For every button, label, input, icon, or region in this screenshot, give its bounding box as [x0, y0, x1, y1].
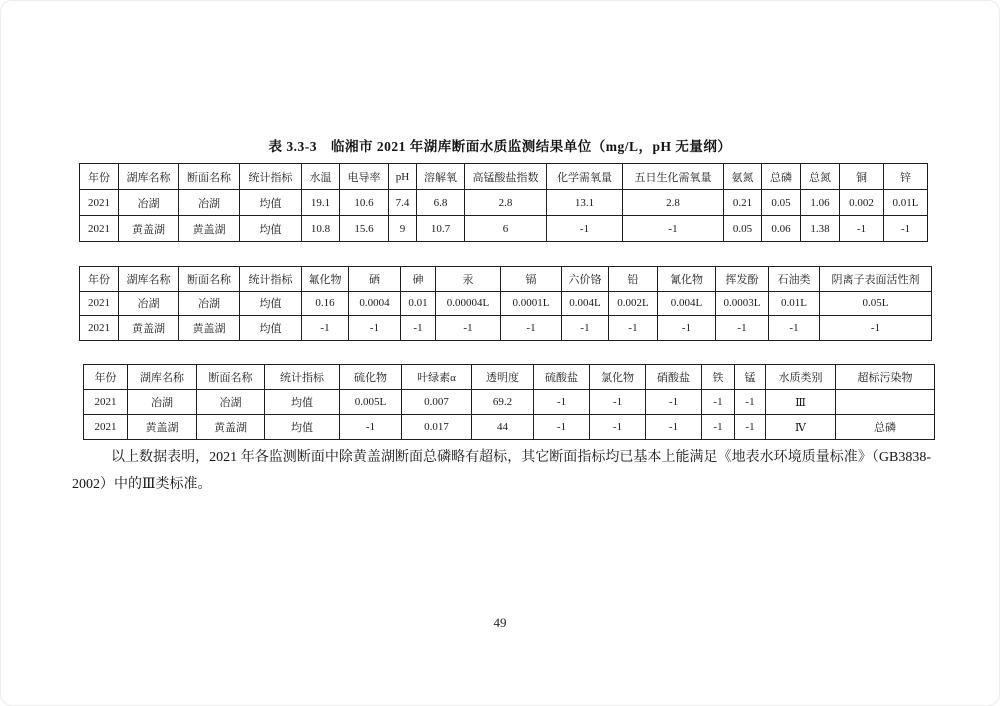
table-cell: -1: [590, 415, 646, 440]
table-cell: Ⅳ: [766, 415, 836, 440]
header-row: [84, 365, 935, 390]
table-cell: 2.8: [465, 190, 547, 216]
header-row: [80, 164, 928, 190]
table-cell: 2021: [84, 415, 128, 440]
table-row: [80, 216, 928, 242]
table-cell: -1: [401, 316, 436, 341]
table-cell: -1: [840, 216, 884, 242]
table-cell: 均值: [265, 415, 340, 440]
table-cell: 2021: [84, 390, 128, 415]
table-cell: 2.8: [623, 190, 724, 216]
column-header: 湖库名称: [119, 267, 179, 292]
table-cell: 黄盖湖: [119, 316, 179, 341]
table-caption: 表 3.3-3 临湘市 2021 年湖库断面水质监测结果单位（mg/L，pH 无量纲）: [268, 139, 732, 154]
table-cell: -1: [349, 316, 401, 341]
table-cell: 0.05: [762, 190, 801, 216]
table-cell: 0.0001L: [501, 291, 562, 316]
column-header: 铅: [609, 267, 658, 292]
table-row: [80, 190, 928, 216]
column-header: 镉: [501, 267, 562, 292]
table-cell: 0.0003L: [716, 291, 769, 316]
table-cell: -1: [646, 390, 702, 415]
table-cell: -1: [702, 415, 735, 440]
table-cell: -1: [590, 390, 646, 415]
table-cell: 6.8: [417, 190, 465, 216]
table-cell: 0.002L: [609, 291, 658, 316]
table-cell: 冶湖: [119, 291, 179, 316]
table-cell: 均值: [240, 291, 302, 316]
column-header: 氰化物: [658, 267, 716, 292]
summary-paragraph: 以上数据表明，2021 年各监测断面中除黄盖湖断面总磷略有超标，其它断面指标均已基本上能满足《地表水环境质量标准》（GB3838-2002）中的Ⅲ类标准。: [72, 450, 931, 492]
table-cell: -1: [702, 390, 735, 415]
table-cell: 10.7: [417, 216, 465, 242]
column-header: 溶解氧: [417, 164, 465, 190]
column-header: 总磷: [762, 164, 801, 190]
table-cell: 0.004L: [562, 291, 609, 316]
table-cell: [836, 390, 935, 415]
column-header: 锰: [735, 365, 766, 390]
column-header: 湖库名称: [119, 164, 179, 190]
table-cell: 0.16: [302, 291, 349, 316]
column-header: 硫化物: [340, 365, 402, 390]
table-cell: 6: [465, 216, 547, 242]
table-cell: 15.6: [340, 216, 389, 242]
table-cell: -1: [340, 415, 402, 440]
column-header: 铜: [840, 164, 884, 190]
table-cell: 0.06: [762, 216, 801, 242]
table-cell: -1: [716, 316, 769, 341]
table-cell: Ⅲ: [766, 390, 836, 415]
column-header: 汞: [436, 267, 501, 292]
table-row: [80, 291, 932, 316]
table-cell: -1: [735, 390, 766, 415]
table-row: [80, 316, 932, 341]
table-cell: 均值: [240, 190, 302, 216]
table-cell: 0.05: [724, 216, 762, 242]
column-header: 电导率: [340, 164, 389, 190]
table-cell: 0.004L: [658, 291, 716, 316]
table-cell: 0.01L: [769, 291, 820, 316]
table-cell: 冶湖: [179, 190, 240, 216]
table-cell: -1: [302, 316, 349, 341]
water-quality-table-other: [83, 364, 935, 440]
column-header: 水温: [302, 164, 340, 190]
table-cell: -1: [884, 216, 928, 242]
table-cell: -1: [534, 415, 590, 440]
table-cell: 黄盖湖: [179, 316, 240, 341]
table-cell: 1.38: [801, 216, 840, 242]
column-header: 统计指标: [240, 164, 302, 190]
table-cell: 2021: [80, 190, 119, 216]
table-cell: -1: [562, 316, 609, 341]
column-header: 六价铬: [562, 267, 609, 292]
table-row: [84, 390, 935, 415]
column-header: 挥发酚: [716, 267, 769, 292]
table-row: [84, 415, 935, 440]
table-cell: 0.00004L: [436, 291, 501, 316]
page-number: 49: [493, 615, 507, 630]
table-cell: 19.1: [302, 190, 340, 216]
table-cell: 0.002: [840, 190, 884, 216]
table-cell: 2021: [80, 316, 119, 341]
column-header: 阴离子表面活性剂: [820, 267, 932, 292]
column-header: 硫酸盐: [534, 365, 590, 390]
table-cell: 黄盖湖: [128, 415, 197, 440]
water-quality-table-toxics: [79, 266, 932, 341]
column-header: 化学需氧量: [547, 164, 623, 190]
table-cell: 1.06: [801, 190, 840, 216]
table-cell: 0.017: [402, 415, 472, 440]
table-cell: -1: [658, 316, 716, 341]
table-cell: 9: [389, 216, 417, 242]
column-header: 统计指标: [240, 267, 302, 292]
table-cell: -1: [735, 415, 766, 440]
table-cell: 0.0004: [349, 291, 401, 316]
table-cell: 均值: [265, 390, 340, 415]
table-cell: 黄盖湖: [119, 216, 179, 242]
table-cell: 2021: [80, 216, 119, 242]
column-header: 氯化物: [590, 365, 646, 390]
column-header: 氨氮: [724, 164, 762, 190]
water-quality-table-general: [79, 163, 928, 242]
column-header: 超标污染物: [836, 365, 935, 390]
table-cell: 0.01L: [884, 190, 928, 216]
column-header: 石油类: [769, 267, 820, 292]
table-cell: -1: [820, 316, 932, 341]
table-cell: 44: [472, 415, 534, 440]
table-cell: -1: [534, 390, 590, 415]
table-cell: -1: [609, 316, 658, 341]
table-cell: 总磷: [836, 415, 935, 440]
column-header: 五日生化需氧量: [623, 164, 724, 190]
column-header: 断面名称: [179, 267, 240, 292]
table-cell: 0.01: [401, 291, 436, 316]
table-cell: 黄盖湖: [179, 216, 240, 242]
table-cell: 13.1: [547, 190, 623, 216]
table-cell: 0.05L: [820, 291, 932, 316]
table-cell: 2021: [80, 291, 119, 316]
table-cell: -1: [501, 316, 562, 341]
column-header: 年份: [84, 365, 128, 390]
table-cell: 冶湖: [179, 291, 240, 316]
table-cell: 冶湖: [197, 390, 265, 415]
table-cell: 7.4: [389, 190, 417, 216]
column-header: 硒: [349, 267, 401, 292]
column-header: 年份: [80, 164, 119, 190]
column-header: 断面名称: [179, 164, 240, 190]
column-header: 硝酸盐: [646, 365, 702, 390]
column-header: 叶绿素α: [402, 365, 472, 390]
table-cell: -1: [646, 415, 702, 440]
column-header: 锌: [884, 164, 928, 190]
column-header: 总氮: [801, 164, 840, 190]
column-header: 高锰酸盐指数: [465, 164, 547, 190]
column-header: 断面名称: [197, 365, 265, 390]
table-cell: -1: [436, 316, 501, 341]
table-cell: 均值: [240, 216, 302, 242]
column-header: 水质类别: [766, 365, 836, 390]
column-header: 铁: [702, 365, 735, 390]
table-cell: 0.005L: [340, 390, 402, 415]
table-cell: 冶湖: [119, 190, 179, 216]
column-header: 氟化物: [302, 267, 349, 292]
table-cell: -1: [769, 316, 820, 341]
column-header: 统计指标: [265, 365, 340, 390]
table-cell: 均值: [240, 316, 302, 341]
column-header: 砷: [401, 267, 436, 292]
table-cell: -1: [547, 216, 623, 242]
column-header: pH: [389, 164, 417, 190]
column-header: 透明度: [472, 365, 534, 390]
column-header: 湖库名称: [128, 365, 197, 390]
table-cell: 10.6: [340, 190, 389, 216]
table-cell: 冶湖: [128, 390, 197, 415]
header-row: [80, 267, 932, 292]
table-cell: -1: [623, 216, 724, 242]
table-cell: 69.2: [472, 390, 534, 415]
table-cell: 0.21: [724, 190, 762, 216]
column-header: 年份: [80, 267, 119, 292]
table-cell: 10.8: [302, 216, 340, 242]
table-cell: 0.007: [402, 390, 472, 415]
table-cell: 黄盖湖: [197, 415, 265, 440]
